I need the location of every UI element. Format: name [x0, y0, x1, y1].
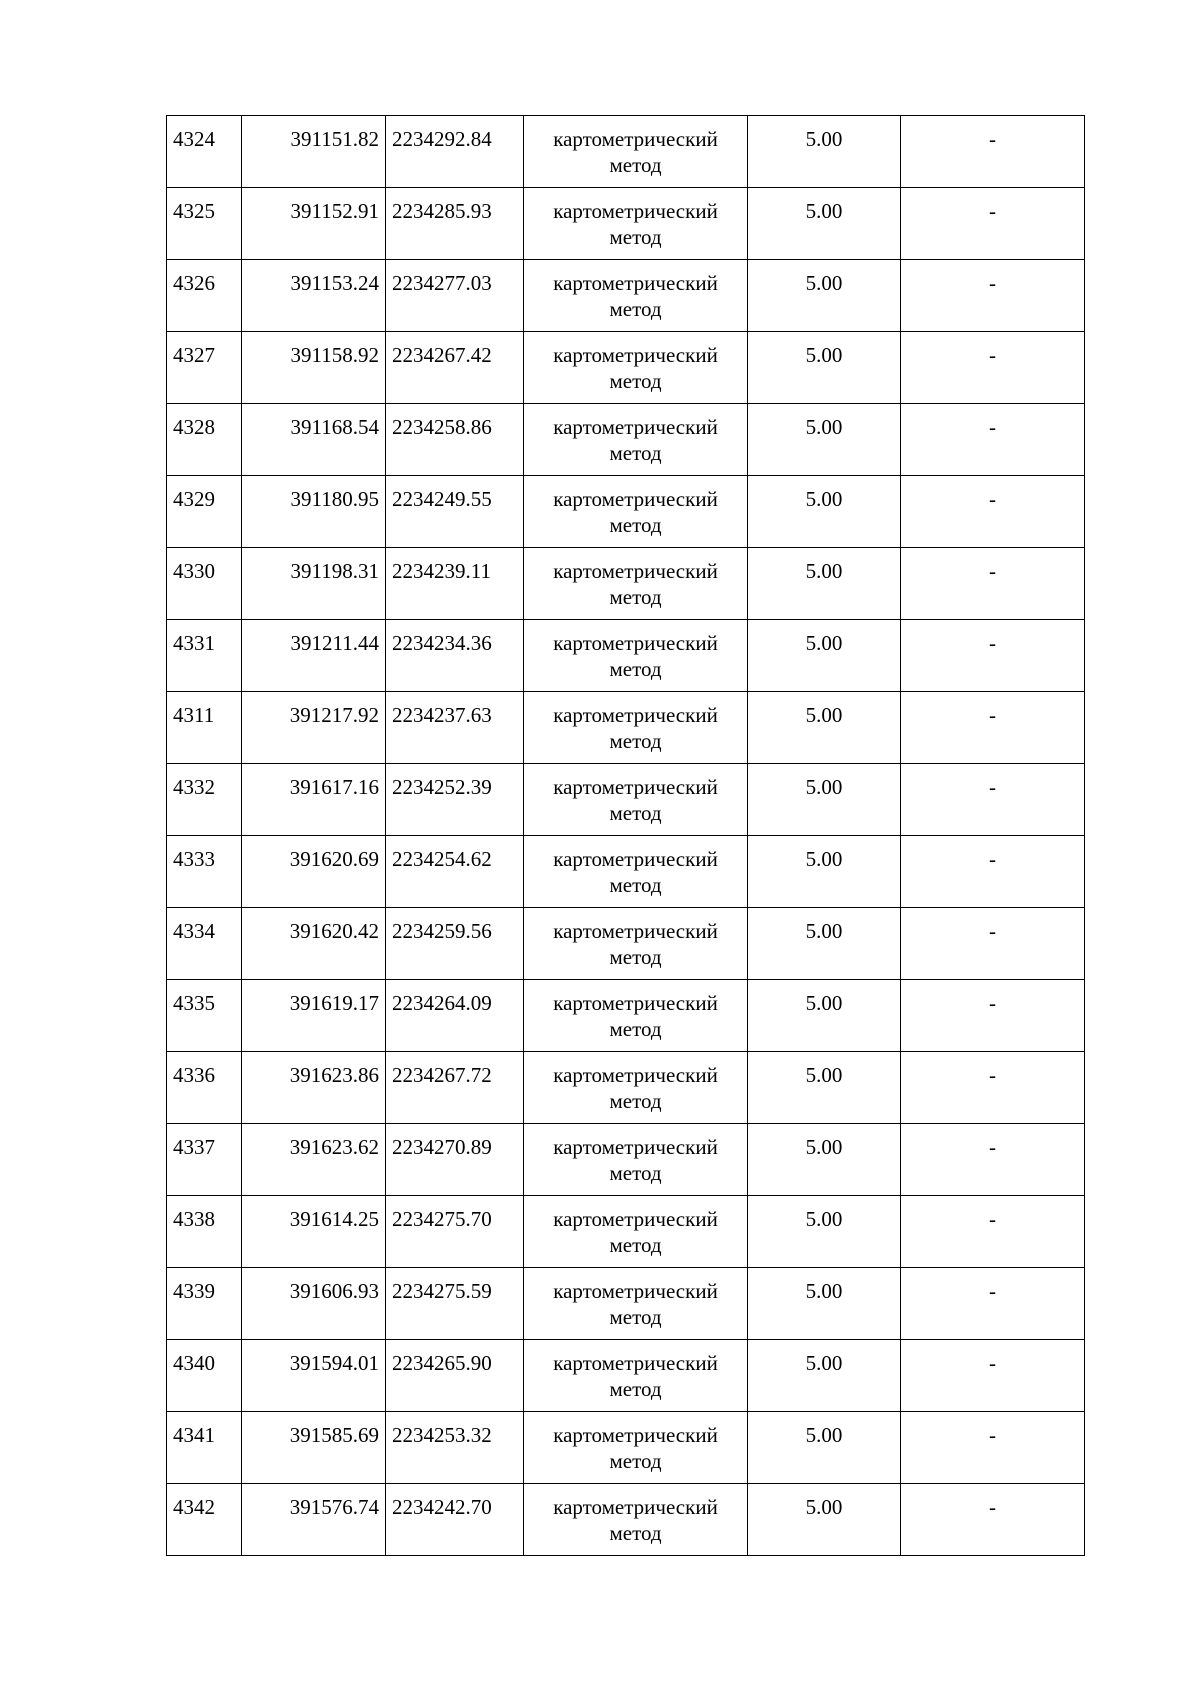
note-cell: -	[901, 1052, 1085, 1124]
y-coordinate-cell: 2234242.70	[386, 1484, 524, 1556]
point-number-cell: 4341	[167, 1412, 242, 1484]
note-cell: -	[901, 332, 1085, 404]
coordinates-table	[166, 115, 1085, 1556]
point-number-cell: 4335	[167, 980, 242, 1052]
method-cell: картометрический метод	[524, 692, 748, 764]
method-cell: картометрический метод	[524, 908, 748, 980]
x-coordinate-cell: 391620.69	[242, 836, 386, 908]
accuracy-cell: 5.00	[748, 548, 901, 620]
note-cell: -	[901, 1124, 1085, 1196]
method-cell: картометрический метод	[524, 548, 748, 620]
point-number-cell: 4331	[167, 620, 242, 692]
table-row	[167, 188, 1085, 260]
point-number-cell: 4333	[167, 836, 242, 908]
accuracy-cell: 5.00	[748, 1484, 901, 1556]
point-number-cell: 4340	[167, 1340, 242, 1412]
table-row	[167, 764, 1085, 836]
method-cell: картометрический метод	[524, 404, 748, 476]
table-row	[167, 1268, 1085, 1340]
y-coordinate-cell: 2234237.63	[386, 692, 524, 764]
y-coordinate-cell: 2234254.62	[386, 836, 524, 908]
method-cell: картометрический метод	[524, 116, 748, 188]
y-coordinate-cell: 2234275.70	[386, 1196, 524, 1268]
note-cell: -	[901, 404, 1085, 476]
note-cell: -	[901, 1484, 1085, 1556]
accuracy-cell: 5.00	[748, 1196, 901, 1268]
method-cell: картометрический метод	[524, 1412, 748, 1484]
accuracy-cell: 5.00	[748, 1268, 901, 1340]
table-row	[167, 476, 1085, 548]
y-coordinate-cell: 2234277.03	[386, 260, 524, 332]
method-cell: картометрический метод	[524, 332, 748, 404]
accuracy-cell: 5.00	[748, 116, 901, 188]
point-number-cell: 4311	[167, 692, 242, 764]
point-number-cell: 4339	[167, 1268, 242, 1340]
method-cell: картометрический метод	[524, 980, 748, 1052]
y-coordinate-cell: 2234253.32	[386, 1412, 524, 1484]
accuracy-cell: 5.00	[748, 980, 901, 1052]
x-coordinate-cell: 391198.31	[242, 548, 386, 620]
y-coordinate-cell: 2234259.56	[386, 908, 524, 980]
table-row	[167, 332, 1085, 404]
note-cell: -	[901, 548, 1085, 620]
note-cell: -	[901, 476, 1085, 548]
point-number-cell: 4342	[167, 1484, 242, 1556]
table-row	[167, 1052, 1085, 1124]
y-coordinate-cell: 2234267.72	[386, 1052, 524, 1124]
x-coordinate-cell: 391217.92	[242, 692, 386, 764]
note-cell: -	[901, 1268, 1085, 1340]
x-coordinate-cell: 391158.92	[242, 332, 386, 404]
point-number-cell: 4336	[167, 1052, 242, 1124]
table-row	[167, 1412, 1085, 1484]
x-coordinate-cell: 391617.16	[242, 764, 386, 836]
method-cell: картометрический метод	[524, 1268, 748, 1340]
y-coordinate-cell: 2234234.36	[386, 620, 524, 692]
note-cell: -	[901, 620, 1085, 692]
note-cell: -	[901, 1196, 1085, 1268]
x-coordinate-cell: 391180.95	[242, 476, 386, 548]
accuracy-cell: 5.00	[748, 692, 901, 764]
y-coordinate-cell: 2234239.11	[386, 548, 524, 620]
y-coordinate-cell: 2234265.90	[386, 1340, 524, 1412]
point-number-cell: 4337	[167, 1124, 242, 1196]
method-cell: картометрический метод	[524, 1340, 748, 1412]
y-coordinate-cell: 2234249.55	[386, 476, 524, 548]
accuracy-cell: 5.00	[748, 908, 901, 980]
point-number-cell: 4326	[167, 260, 242, 332]
accuracy-cell: 5.00	[748, 476, 901, 548]
table-row	[167, 1124, 1085, 1196]
accuracy-cell: 5.00	[748, 1412, 901, 1484]
point-number-cell: 4325	[167, 188, 242, 260]
note-cell: -	[901, 260, 1085, 332]
x-coordinate-cell: 391153.24	[242, 260, 386, 332]
point-number-cell: 4328	[167, 404, 242, 476]
table-row	[167, 620, 1085, 692]
x-coordinate-cell: 391576.74	[242, 1484, 386, 1556]
point-number-cell: 4330	[167, 548, 242, 620]
method-cell: картометрический метод	[524, 764, 748, 836]
x-coordinate-cell: 391619.17	[242, 980, 386, 1052]
table-row	[167, 692, 1085, 764]
note-cell: -	[901, 116, 1085, 188]
accuracy-cell: 5.00	[748, 332, 901, 404]
table-row	[167, 908, 1085, 980]
point-number-cell: 4338	[167, 1196, 242, 1268]
x-coordinate-cell: 391623.62	[242, 1124, 386, 1196]
x-coordinate-cell: 391614.25	[242, 1196, 386, 1268]
method-cell: картометрический метод	[524, 1124, 748, 1196]
table-row	[167, 1484, 1085, 1556]
method-cell: картометрический метод	[524, 620, 748, 692]
method-cell: картометрический метод	[524, 1484, 748, 1556]
y-coordinate-cell: 2234267.42	[386, 332, 524, 404]
table-row	[167, 548, 1085, 620]
note-cell: -	[901, 1412, 1085, 1484]
point-number-cell: 4332	[167, 764, 242, 836]
table-row	[167, 404, 1085, 476]
table-row	[167, 260, 1085, 332]
method-cell: картометрический метод	[524, 260, 748, 332]
table-row	[167, 116, 1085, 188]
note-cell: -	[901, 188, 1085, 260]
accuracy-cell: 5.00	[748, 620, 901, 692]
y-coordinate-cell: 2234275.59	[386, 1268, 524, 1340]
accuracy-cell: 5.00	[748, 836, 901, 908]
table-row	[167, 836, 1085, 908]
note-cell: -	[901, 980, 1085, 1052]
x-coordinate-cell: 391606.93	[242, 1268, 386, 1340]
note-cell: -	[901, 836, 1085, 908]
y-coordinate-cell: 2234285.93	[386, 188, 524, 260]
accuracy-cell: 5.00	[748, 764, 901, 836]
method-cell: картометрический метод	[524, 188, 748, 260]
y-coordinate-cell: 2234252.39	[386, 764, 524, 836]
table-row	[167, 980, 1085, 1052]
x-coordinate-cell: 391211.44	[242, 620, 386, 692]
point-number-cell: 4324	[167, 116, 242, 188]
y-coordinate-cell: 2234258.86	[386, 404, 524, 476]
y-coordinate-cell: 2234270.89	[386, 1124, 524, 1196]
note-cell: -	[901, 692, 1085, 764]
note-cell: -	[901, 1340, 1085, 1412]
x-coordinate-cell: 391151.82	[242, 116, 386, 188]
y-coordinate-cell: 2234264.09	[386, 980, 524, 1052]
accuracy-cell: 5.00	[748, 188, 901, 260]
point-number-cell: 4334	[167, 908, 242, 980]
x-coordinate-cell: 391623.86	[242, 1052, 386, 1124]
point-number-cell: 4327	[167, 332, 242, 404]
accuracy-cell: 5.00	[748, 1124, 901, 1196]
method-cell: картометрический метод	[524, 476, 748, 548]
note-cell: -	[901, 908, 1085, 980]
table-row	[167, 1196, 1085, 1268]
point-number-cell: 4329	[167, 476, 242, 548]
accuracy-cell: 5.00	[748, 1340, 901, 1412]
x-coordinate-cell: 391620.42	[242, 908, 386, 980]
y-coordinate-cell: 2234292.84	[386, 116, 524, 188]
accuracy-cell: 5.00	[748, 1052, 901, 1124]
x-coordinate-cell: 391585.69	[242, 1412, 386, 1484]
accuracy-cell: 5.00	[748, 404, 901, 476]
x-coordinate-cell: 391594.01	[242, 1340, 386, 1412]
accuracy-cell: 5.00	[748, 260, 901, 332]
coordinates-table-body	[167, 116, 1085, 1556]
x-coordinate-cell: 391152.91	[242, 188, 386, 260]
method-cell: картометрический метод	[524, 1196, 748, 1268]
table-row	[167, 1340, 1085, 1412]
note-cell: -	[901, 764, 1085, 836]
method-cell: картометрический метод	[524, 836, 748, 908]
method-cell: картометрический метод	[524, 1052, 748, 1124]
x-coordinate-cell: 391168.54	[242, 404, 386, 476]
